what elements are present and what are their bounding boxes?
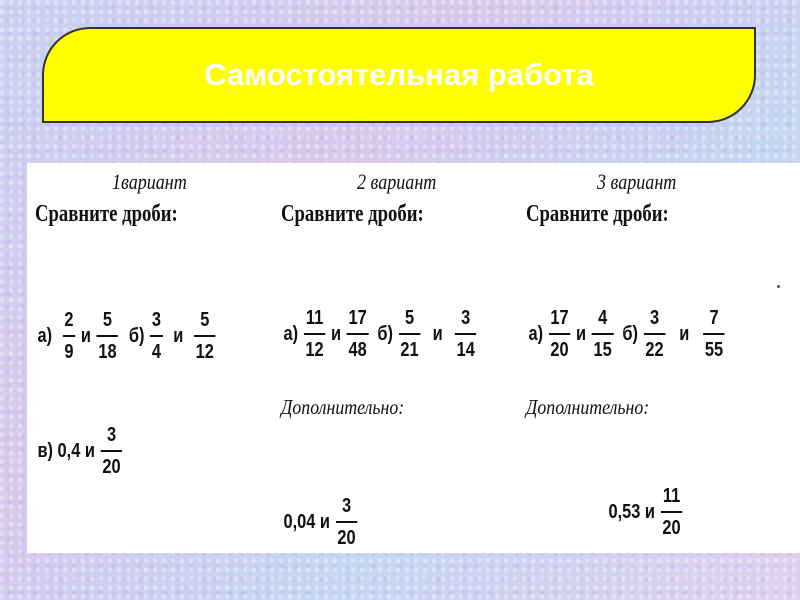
variant-3-title: 3 вариант (597, 169, 677, 194)
denominator: 48 (348, 339, 367, 361)
fraction-bar (703, 333, 725, 335)
variant-2-row-ab (281, 308, 480, 360)
fraction (97, 310, 119, 362)
denominator: 55 (704, 339, 724, 361)
variant-1-row-v (35, 425, 126, 477)
variant-3-column (522, 163, 792, 553)
fraction-bar (194, 335, 216, 337)
variant-1-title: 1вариант (112, 169, 187, 194)
label-b: б) (377, 322, 394, 345)
denominator: 22 (645, 339, 664, 361)
fraction (644, 308, 666, 360)
denominator: 21 (400, 339, 419, 361)
variant-3-row-ab (526, 308, 728, 360)
fraction-bar (592, 333, 614, 335)
fraction-bar (644, 333, 666, 335)
and-word: и (432, 322, 443, 345)
fraction (63, 310, 75, 362)
variant-2-title: 2 вариант (357, 169, 437, 194)
numerator: 17 (550, 307, 569, 329)
denominator: 20 (337, 527, 356, 549)
worksheet (27, 163, 800, 553)
numerator: 7 (709, 307, 719, 329)
numerator: 2 (64, 309, 74, 331)
variant-1-row-ab (35, 310, 219, 362)
fraction (194, 310, 216, 362)
variant-3-row-extra (606, 486, 686, 538)
numerator: 11 (305, 307, 324, 329)
fraction-bar (455, 333, 477, 335)
and-word: и (331, 322, 342, 345)
numerator: 3 (461, 307, 471, 329)
title-banner (42, 27, 756, 123)
fraction (336, 496, 358, 548)
denominator: 20 (662, 517, 681, 539)
denominator: 14 (456, 339, 475, 361)
fraction-bar (399, 333, 421, 335)
label-a: а) (528, 322, 544, 345)
label-a: а) (283, 322, 299, 345)
task-extra-text: 0,04 и (283, 510, 331, 533)
variant-2-extra-label: Дополнительно: (281, 395, 405, 419)
and-word: и (80, 324, 91, 347)
fraction (101, 425, 123, 477)
label-a: а) (37, 324, 53, 347)
fraction-bar (101, 450, 123, 452)
numerator: 11 (662, 485, 681, 507)
fraction-bar (549, 333, 571, 335)
fraction-bar (150, 335, 162, 337)
fraction-bar (304, 333, 326, 335)
denominator: 9 (64, 341, 74, 363)
stray-dot (777, 285, 780, 288)
task-extra-text: 0,53 и (608, 500, 656, 523)
denominator: 18 (98, 341, 117, 363)
variant-1-task: Сравните дроби: (35, 201, 178, 227)
numerator: 3 (106, 424, 117, 446)
fraction (150, 310, 162, 362)
fraction-bar (661, 511, 683, 513)
fraction (304, 308, 326, 360)
numerator: 4 (598, 307, 608, 329)
numerator: 3 (649, 307, 660, 329)
and-word: и (576, 322, 587, 345)
denominator: 12 (195, 341, 214, 363)
fraction (399, 308, 421, 360)
fraction (703, 308, 725, 360)
denominator: 15 (593, 339, 612, 361)
fraction (455, 308, 477, 360)
numerator: 3 (341, 495, 352, 517)
variant-2-column (277, 163, 522, 553)
numerator: 5 (200, 309, 210, 331)
and-word: и (173, 324, 184, 347)
variant-2-row-extra (281, 496, 361, 548)
fraction (661, 486, 683, 538)
task-v-text: в) 0,4 и (37, 439, 96, 462)
numerator: 3 (151, 309, 161, 331)
fraction (549, 308, 571, 360)
denominator: 20 (550, 339, 569, 361)
variant-2-task: Сравните дроби: (281, 201, 424, 227)
fraction-bar (97, 335, 119, 337)
fraction (347, 308, 369, 360)
page-title: Самостоятельная работа (204, 57, 594, 92)
variant-3-task: Сравните дроби: (526, 201, 669, 227)
numerator: 5 (102, 309, 113, 331)
and-word: и (679, 322, 690, 345)
fraction-bar (63, 335, 75, 337)
label-b: б) (128, 324, 145, 347)
denominator: 12 (305, 339, 324, 361)
fraction (592, 308, 614, 360)
fraction-bar (347, 333, 369, 335)
denominator: 4 (151, 341, 161, 363)
label-b: б) (622, 322, 639, 345)
fraction-bar (336, 521, 358, 523)
denominator: 20 (102, 456, 121, 478)
numerator: 5 (404, 307, 415, 329)
numerator: 17 (348, 307, 367, 329)
variant-1-column (27, 163, 277, 553)
variant-3-extra-label: Дополнительно: (526, 395, 650, 419)
